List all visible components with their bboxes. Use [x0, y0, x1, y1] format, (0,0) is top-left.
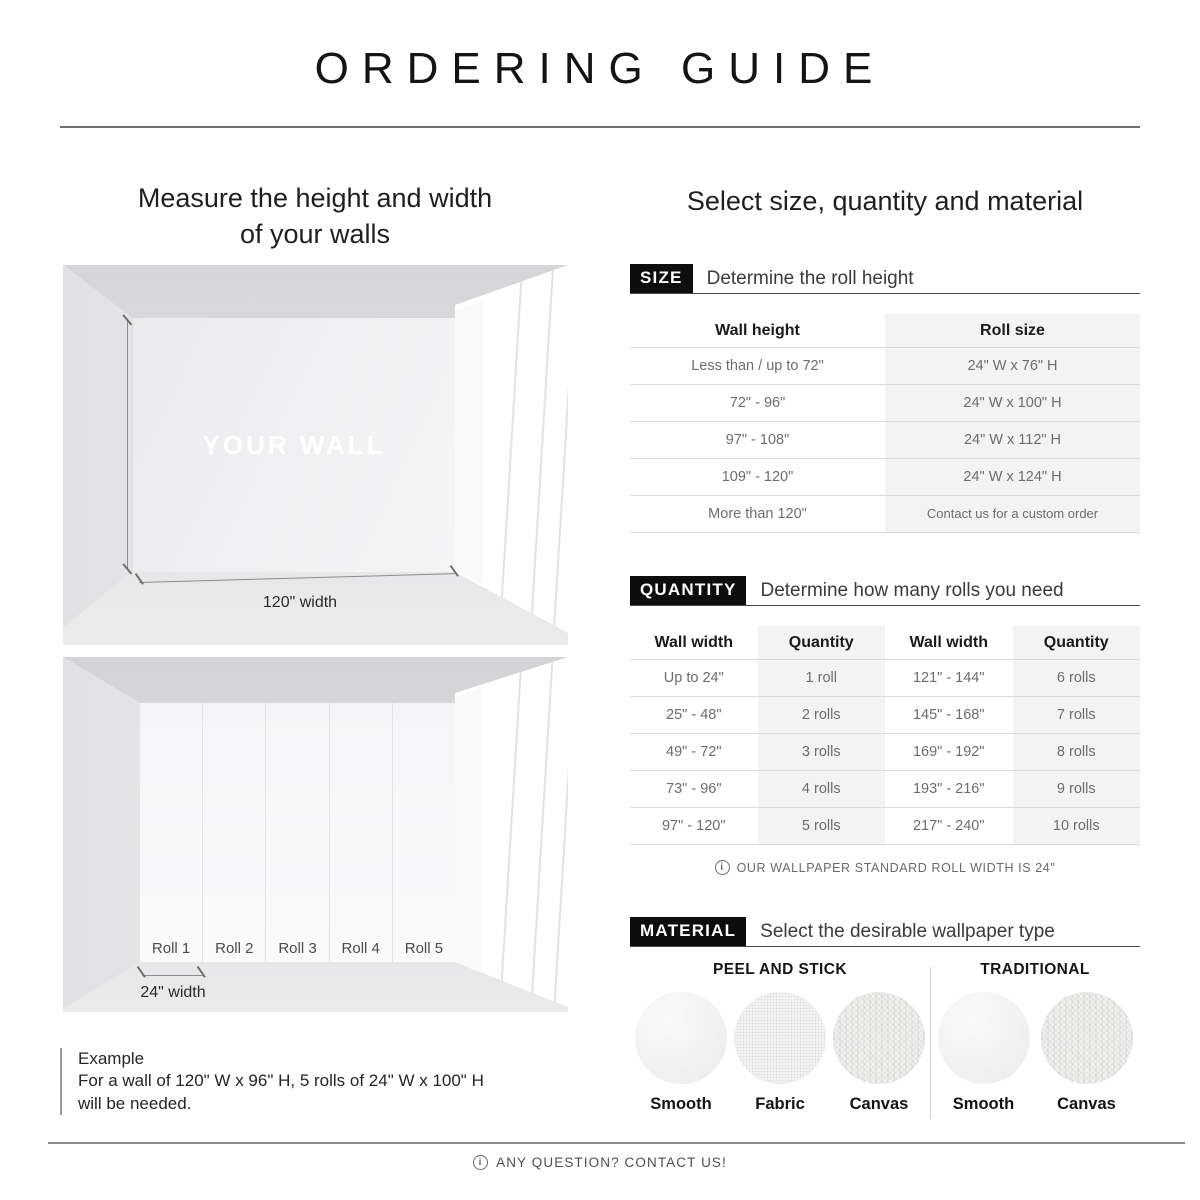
material-group-name: TRADITIONAL	[980, 961, 1090, 978]
roll-panel	[203, 703, 266, 962]
roll-panel	[266, 703, 329, 962]
window-mullion	[553, 265, 577, 632]
wall-width-cell: 193" - 216"	[912, 781, 985, 797]
fabric-texture-swatch	[734, 992, 826, 1084]
info-icon: i	[715, 860, 730, 875]
quantity-table-row	[630, 770, 1140, 807]
measure-heading-line1: Measure the height and width	[137, 183, 493, 213]
quantity-section-header	[630, 576, 1140, 606]
roll-label: Roll 2	[215, 940, 254, 957]
window-mullion	[531, 659, 554, 1002]
window-mullion	[530, 267, 554, 628]
wall-width-cell: 217" - 240"	[912, 818, 985, 834]
measure-heading-line2: of your walls	[239, 218, 391, 249]
swatch-row	[930, 992, 1140, 1114]
wall-width-label: 120" width	[262, 594, 338, 611]
size-table-row	[630, 384, 1140, 421]
window-mullion	[553, 657, 576, 1006]
info-icon: i	[473, 1155, 488, 1170]
quantity-cell: 2 rolls	[758, 697, 886, 733]
roll-width-label: 24" width	[140, 984, 206, 1001]
quantity-table-row	[630, 807, 1140, 844]
room-illustration-rolls	[63, 657, 568, 1012]
example-line2: will be needed.	[78, 1093, 192, 1113]
quantity-cell: 9 rolls	[1013, 771, 1141, 807]
roll-size-cell: 24" W x 76" H	[885, 348, 1140, 384]
roll-width-note	[630, 860, 1140, 875]
quantity-cell: 10 rolls	[1013, 808, 1141, 844]
canvas-texture-swatch	[1041, 992, 1133, 1084]
quantity-table-row	[630, 733, 1140, 770]
quantity-cell: 5 rolls	[758, 808, 886, 844]
swatch-label: Smooth	[952, 1095, 1015, 1113]
material-options	[630, 961, 1140, 1114]
quantity-cell: 3 rolls	[758, 734, 886, 770]
swatch-row	[630, 992, 930, 1114]
swatch-label: Canvas	[1057, 1095, 1116, 1113]
size-table-header-row	[630, 314, 1140, 347]
wall-width-cell: 97" - 120"	[661, 818, 726, 834]
material-section	[630, 917, 1140, 1114]
example-block	[60, 1048, 530, 1115]
size-section	[630, 264, 1140, 533]
roll-label: Roll 3	[278, 940, 317, 957]
material-group-name: PEEL AND STICK	[713, 961, 847, 978]
window-mullion	[500, 663, 522, 996]
page-title: ORDERING GUIDE	[314, 44, 886, 93]
size-table	[630, 314, 1140, 533]
wall-width-cell: Up to 24"	[663, 670, 724, 686]
roll-width-note-text: OUR WALLPAPER STANDARD ROLL WIDTH IS 24"	[736, 860, 1056, 875]
quantity-table-row	[630, 659, 1140, 696]
wall-width-cell: 25" - 48"	[666, 707, 722, 723]
quantity-table-header-row	[630, 626, 1140, 659]
roll-label: Roll 5	[404, 940, 444, 957]
wall-width-column-header: Wall width	[654, 633, 733, 651]
contact-us-note	[0, 1155, 1200, 1170]
size-section-title: Determine the roll height	[706, 268, 914, 289]
size-table-row	[630, 495, 1140, 532]
swatch-label: Fabric	[755, 1095, 805, 1113]
room-illustration-your-wall	[63, 265, 568, 645]
roll-panel	[393, 703, 455, 962]
roll-size-column-header: Roll size	[885, 314, 1140, 347]
quantity-table-row	[630, 696, 1140, 733]
roll-panel	[330, 703, 393, 962]
swatch-canvas	[832, 992, 926, 1114]
wall-width-cell: 169" - 192"	[912, 744, 985, 760]
wall-height-cell: 109" - 120"	[721, 469, 794, 485]
wall-width-cell: 145" - 168"	[912, 707, 985, 723]
quantity-cell: 4 rolls	[758, 771, 886, 807]
wall-height-cell: 72" - 96"	[729, 395, 786, 411]
material-group-divider	[930, 967, 931, 1119]
material-group-peel-and-stick	[630, 961, 930, 1114]
example-line1: For a wall of 120" W x 96" H, 5 rolls of 24" W x 100" H	[78, 1071, 484, 1091]
roll-size-cell: Contact us for a custom order	[885, 496, 1140, 532]
size-table-row	[630, 458, 1140, 495]
size-table-row	[630, 347, 1140, 384]
quantity-cell: 1 roll	[758, 660, 886, 696]
swatch-smooth	[634, 992, 728, 1114]
swatch-fabric	[733, 992, 827, 1114]
wall-height-cell: More than 120"	[708, 506, 807, 522]
size-section-header	[630, 264, 1140, 294]
material-section-title: Select the desirable wallpaper type	[760, 921, 1055, 942]
smooth-texture-swatch	[938, 992, 1030, 1084]
material-section-header	[630, 917, 1140, 947]
size-table-row	[630, 421, 1140, 458]
height-dimension-line	[127, 321, 128, 569]
swatch-label: Canvas	[849, 1095, 909, 1113]
wall-height-column-header: Wall height	[715, 321, 800, 339]
swatch-canvas	[1040, 992, 1134, 1114]
quantity-column-header: Quantity	[1013, 626, 1141, 659]
roll-width-dimension-line	[142, 975, 203, 976]
swatch-label: Smooth	[650, 1095, 712, 1113]
quantity-section-title: Determine how many rolls you need	[760, 580, 1064, 601]
quantity-cell: 8 rolls	[1013, 734, 1141, 770]
quantity-cell: 7 rolls	[1013, 697, 1141, 733]
quantity-table	[630, 626, 1140, 845]
swatch-smooth	[937, 992, 1031, 1114]
quantity-cell: 6 rolls	[1013, 660, 1141, 696]
your-wall-label: YOUR WALL	[202, 429, 386, 460]
contact-us-text: ANY QUESTION? CONTACT US!	[496, 1155, 727, 1170]
quantity-section	[630, 576, 1140, 875]
window-mullion	[499, 273, 522, 624]
size-badge: SIZE	[630, 264, 693, 293]
wall-height-cell: 97" - 108"	[725, 432, 790, 448]
smooth-texture-swatch	[635, 992, 727, 1084]
example-heading: Example	[78, 1049, 145, 1068]
wall-width-cell: 49" - 72"	[666, 744, 722, 760]
canvas-texture-swatch	[833, 992, 925, 1084]
wall-width-cell: 73" - 96"	[666, 781, 722, 797]
wall-height-cell: Less than / up to 72"	[691, 358, 824, 374]
roll-size-cell: 24" W x 124" H	[885, 459, 1140, 495]
measure-heading	[60, 181, 570, 253]
roll-panel	[140, 703, 203, 962]
material-group-traditional	[930, 961, 1140, 1114]
quantity-badge: QUANTITY	[630, 576, 746, 605]
quantity-column-header: Quantity	[758, 626, 886, 659]
roll-size-cell: 24" W x 112" H	[885, 422, 1140, 458]
header-divider	[60, 126, 1140, 128]
footer-divider	[48, 1142, 1185, 1144]
roll-label: Roll 1	[151, 940, 191, 957]
select-heading: Select size, quantity and material	[686, 186, 1084, 216]
roll-label: Roll 4	[341, 940, 380, 957]
roll-size-cell: 24" W x 100" H	[885, 385, 1140, 421]
material-badge: MATERIAL	[630, 917, 746, 946]
wall-width-column-header: Wall width	[909, 633, 988, 651]
wallpaper-roll-panels	[140, 703, 455, 962]
main-wall	[132, 318, 455, 572]
wall-width-cell: 121" - 144"	[912, 670, 985, 686]
